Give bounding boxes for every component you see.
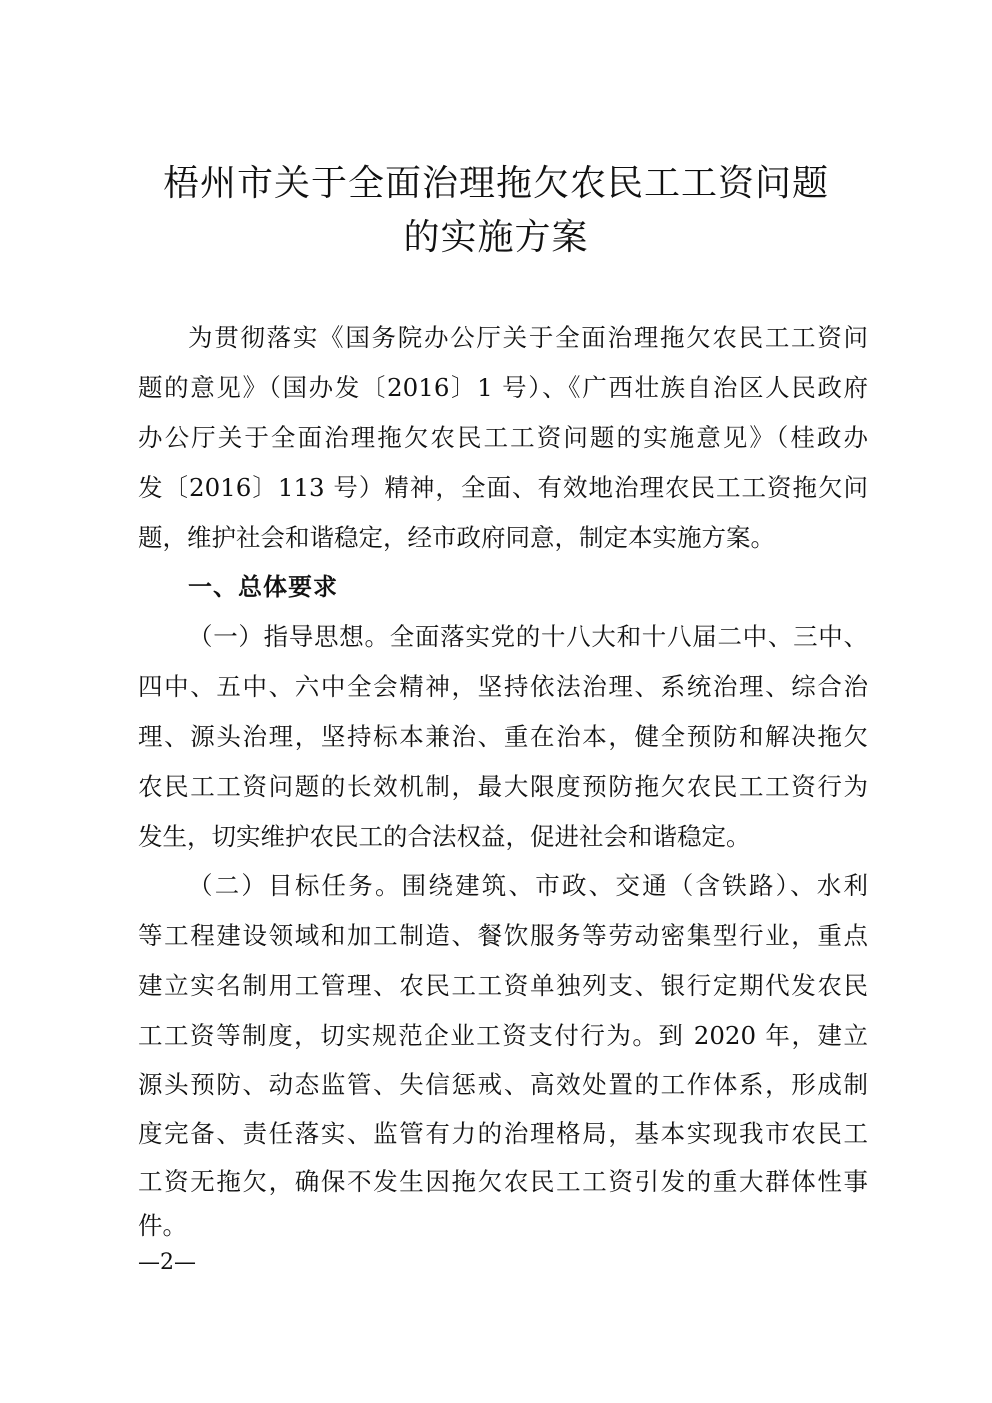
document-title-line1: 梧州市关于全面治理拖欠农民工工资问题: [162, 163, 829, 204]
para2-line-4: 工工资等制度，切实规范企业工资支付行为。到 2020 年，建立: [138, 1021, 868, 1050]
intro-line-3: 办公厅关于全面治理拖欠农民工工资问题的实施意见》（桂政办: [138, 423, 868, 452]
intro-line-1: 为贯彻落实《国务院办公厅关于全面治理拖欠农民工工资问: [188, 323, 868, 352]
para1-line-4: 农民工工资问题的长效机制，最大限度预防拖欠农民工工资行为: [138, 772, 868, 801]
intro-line-2: 题的意见》（国办发〔2016〕1 号）、《广西壮族自治区人民政府: [138, 373, 868, 402]
para2-line-8: 件。: [138, 1211, 187, 1240]
section-heading-general-requirements: 一、总体要求: [188, 573, 338, 601]
para2-line-7: 工资无拖欠，确保不发生因拖欠农民工工资引发的重大群体性事: [138, 1167, 868, 1196]
para1-line-3: 理、源头治理，坚持标本兼治、重在治本，健全预防和解决拖欠: [138, 722, 868, 751]
para2-line-2: 等工程建设领域和加工制造、餐饮服务等劳动密集型行业，重点: [138, 921, 868, 950]
intro-line-5: 题，维护社会和谐稳定，经市政府同意，制定本实施方案。: [138, 523, 775, 552]
para2-line-5: 源头预防、动态监管、失信惩戒、高效处置的工作体系，形成制: [138, 1070, 868, 1099]
para1-line-2: 四中、五中、六中全会精神，坚持依法治理、系统治理、综合治: [138, 672, 868, 701]
para1-line-1: （一）指导思想。全面落实党的十八大和十八届二中、三中、: [188, 622, 868, 651]
para2-line-6: 度完备、责任落实、监管有力的治理格局，基本实现我市农民工: [138, 1119, 868, 1148]
page-number: —2—: [138, 1250, 196, 1275]
intro-line-4: 发〔2016〕113 号）精神，全面、有效地治理农民工工资拖欠问: [138, 473, 868, 502]
para1-line-5: 发生，切实维护农民工的合法权益，促进社会和谐稳定。: [138, 822, 751, 851]
document-title-line2: 的实施方案: [403, 217, 589, 258]
para2-line-1: （二）目标任务。围绕建筑、市政、交通（含铁路）、水利: [188, 871, 868, 900]
para2-line-3: 建立实名制用工管理、农民工工资单独列支、银行定期代发农民: [138, 971, 868, 1000]
